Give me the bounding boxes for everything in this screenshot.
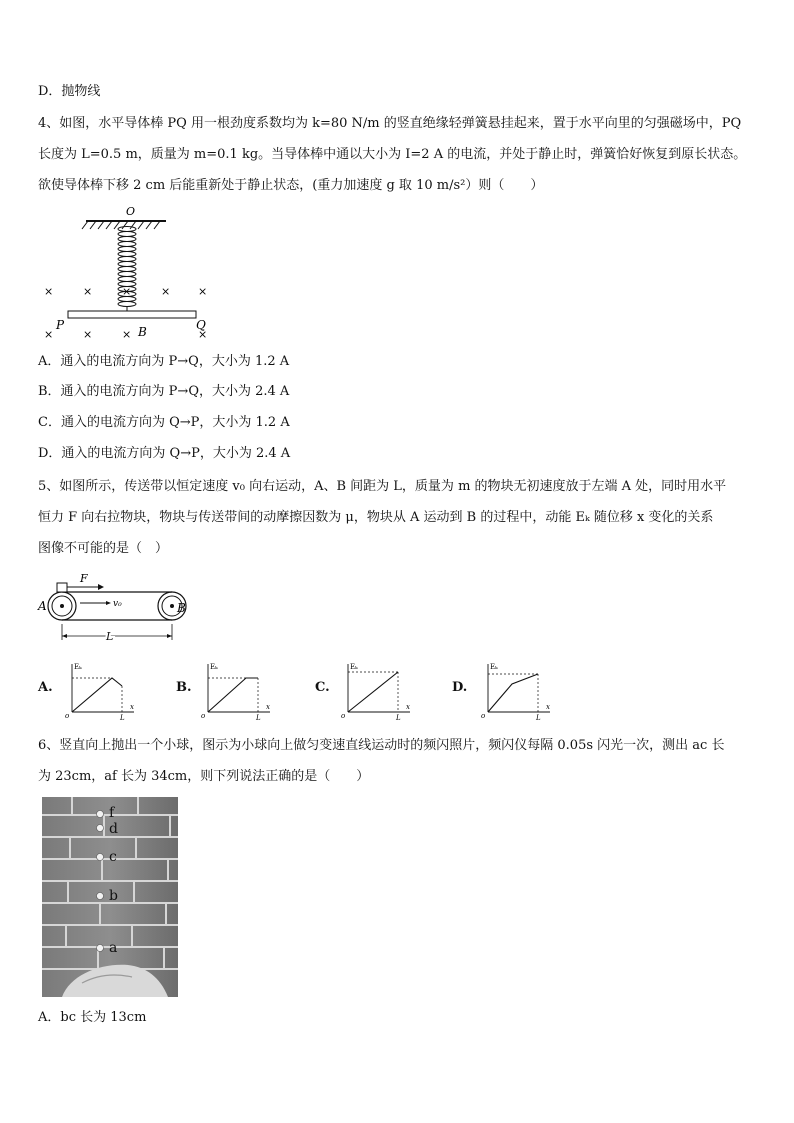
- q5-stem-line3: 图像不可能的是（ ）: [38, 541, 169, 556]
- block-icon: [57, 583, 67, 592]
- q4-label-p: P: [56, 318, 65, 332]
- q5-label-f: F: [80, 572, 88, 585]
- field-cross: ×: [44, 328, 54, 341]
- graph-origin-label: o: [201, 712, 206, 720]
- q4-stem-line1: 4、如图，水平导体棒 PQ 用一根劲度系数均为 k=80 N/m 的竖直绝缘轻弹簧悬挂起来，置于水平向里的匀强磁场中，PQ: [38, 116, 742, 131]
- q4-label-b: B: [138, 325, 147, 339]
- q4-option-a: A．通入的电流方向为 P→Q，大小为 1.2 A: [38, 354, 290, 369]
- graph-y-label: Eₖ: [74, 663, 82, 671]
- field-cross: ×: [122, 285, 132, 298]
- q4-label-o: O: [126, 205, 136, 218]
- q6-strobe-photo: [42, 797, 178, 997]
- q5-graph-a: [62, 660, 140, 722]
- q4-option-b: B．通入的电流方向为 P→Q，大小为 2.4 A: [38, 384, 290, 399]
- graph-l-label: L: [256, 714, 261, 722]
- graph-l-label: L: [120, 714, 125, 722]
- ball-position-a: [97, 945, 104, 952]
- ball-position-f: [97, 811, 104, 818]
- q5-stem-line2: 恒力 F 向右拉物块，物块与传送带间的动摩擦因数为 μ，物块从 A 运动到 B 的过程中，动能 Eₖ 随位移 x 变化的关系: [38, 510, 714, 525]
- field-cross: ×: [122, 328, 132, 341]
- field-cross: ×: [83, 285, 93, 298]
- q6-stem-line1: 6、竖直向上抛出一个小球，图示为小球向上做匀变速直线运动时的频闪照片，频闪仪每隔 0.05s 闪光一次，测出 ac 长: [38, 738, 725, 753]
- q5-label-a: A: [38, 599, 47, 613]
- graph-origin-label: o: [481, 712, 486, 720]
- q4-stem-line3: 欲使导体棒下移 2 cm 后能重新处于静止状态，(重力加速度 g 取 10 m/s²）则（ ）: [38, 178, 544, 193]
- conductor-rod: [68, 311, 196, 318]
- graph-x-label: x: [406, 703, 410, 711]
- field-cross: ×: [44, 285, 54, 298]
- graph-origin-label: o: [341, 712, 346, 720]
- q5-option-b-label: B.: [176, 680, 192, 695]
- photo-label-b: b: [109, 888, 118, 904]
- ball-position-c: [97, 854, 104, 861]
- graph-y-label: Eₖ: [350, 663, 358, 671]
- graph-l-label: L: [396, 714, 401, 722]
- q4-spring-figure: [38, 203, 218, 345]
- ball-position-d: [97, 825, 104, 832]
- graph-y-label: Eₖ: [490, 663, 498, 671]
- prev-option-d: D．抛物线: [38, 84, 101, 99]
- q4-stem-line2: 长度为 L=0.5 m，质量为 m=0.1 kg。当导体棒中通以大小为 I=2 A 的电流，并处于静止时，弹簧恰好恢复到原长状态。: [38, 147, 747, 162]
- q5-option-c-label: C.: [315, 680, 330, 695]
- field-cross: ×: [198, 285, 208, 298]
- q5-label-l: L: [106, 630, 114, 643]
- q4-option-d: D．通入的电流方向为 Q→P，大小为 2.4 A: [38, 446, 291, 461]
- q5-label-v0: v₀: [113, 599, 122, 609]
- field-cross: ×: [161, 285, 171, 298]
- q5-graph-c: [338, 660, 416, 722]
- field-cross: ×: [83, 328, 93, 341]
- q4-option-c: C．通入的电流方向为 Q→P，大小为 1.2 A: [38, 415, 290, 430]
- graph-y-label: Eₖ: [210, 663, 218, 671]
- q6-option-a: A．bc 长为 13cm: [38, 1010, 147, 1025]
- graph-l-label: L: [536, 714, 541, 722]
- graph-x-label: x: [130, 703, 134, 711]
- photo-label-f: f: [109, 805, 115, 821]
- graph-x-label: x: [266, 703, 270, 711]
- q5-label-b: B: [177, 601, 186, 615]
- photo-label-c: c: [109, 849, 117, 865]
- q5-stem-line1: 5、如图所示，传送带以恒定速度 v₀ 向右运动，A、B 间距为 L，质量为 m 的物块无初速度放于左端 A 处，同时用水平: [38, 479, 727, 494]
- field-cross: ×: [198, 328, 208, 341]
- q5-conveyor-figure: [36, 570, 196, 648]
- q5-graph-b: [198, 660, 276, 722]
- ball-position-b: [97, 893, 104, 900]
- spring-icon: [118, 227, 136, 312]
- graph-origin-label: o: [65, 712, 70, 720]
- q5-graph-d: [478, 660, 556, 722]
- q5-option-d-label: D.: [452, 680, 468, 695]
- q5-option-a-label: A.: [38, 680, 53, 695]
- photo-label-a: a: [109, 940, 118, 956]
- graph-x-label: x: [546, 703, 550, 711]
- q6-stem-line2: 为 23cm，af 长为 34cm，则下列说法正确的是（ ）: [38, 769, 370, 784]
- photo-label-d: d: [109, 821, 118, 837]
- q4-label-q: Q: [196, 318, 206, 332]
